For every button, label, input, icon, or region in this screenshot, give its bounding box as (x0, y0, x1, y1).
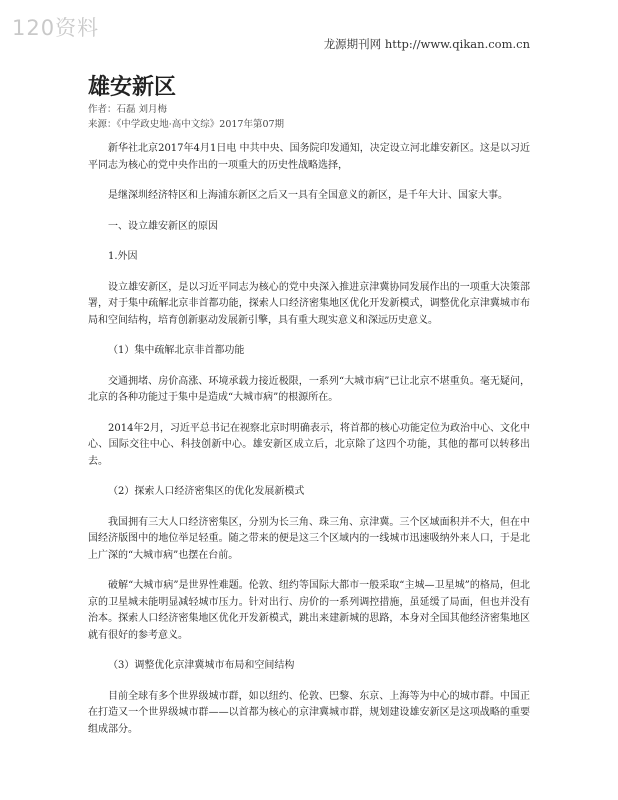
paragraph: 目前全球有多个世界级城市群，如以纽约、伦敦、巴黎、东京、上海等为中心的城市群。中国正在打造又一个世界级城市群——以首都为核心的京津冀城市群，规划建设雄安新区是这项战略的重要组成部分。 (88, 690, 530, 735)
paragraph: 是继深圳经济特区和上海浦东新区之后又一具有全国意义的新区，是千年大计、国家大事。 (108, 190, 508, 201)
article-source: 来源：《中学政史地·高中文综》2017年第07期 (88, 119, 285, 130)
paragraph: 我国拥有三大人口经济密集区，分别为长三角、珠三角、京津冀。三个区域面积并不大，但在中国经济版图中的地位举足轻重。随之带来的便是这三个区域内的一线城市迅速吸纳外来人口，于是北上广深的“大城市病”也摆在台前。 (88, 516, 530, 561)
section-heading: 一、设立雄安新区的原因 (108, 220, 218, 232)
article-title: 雄安新区 (88, 74, 177, 100)
paragraph: 2014年2月，习近平总书记在视察北京时明确表示，将首都的核心功能定位为政治中心、文化中心、国际交往中心、科技创新中心。雄安新区成立后，北京除了这四个功能，其他的都可以转移出去。 (88, 422, 530, 467)
subsection-heading: （1）集中疏解北京非首都功能 (108, 345, 245, 356)
subsection-heading: 1.外因 (108, 251, 138, 262)
paragraph: 设立雄安新区，是以习近平同志为核心的党中央深入推进京津冀协同发展作出的一项重大决策部署，对于集中疏解北京非首都功能，探索人口经济密集地区优化开发新模式，调整优化京津冀城市布局和空间结构，培育创新驱动发展新引擎，具有重大现实意义和深远历史意义。 (88, 281, 530, 326)
paragraph: 破解“大城市病”是世界性难题。伦敦、纽约等国际大都市一般采取“主城—卫星城”的格局，但北京的卫星城未能明显减轻城市压力。针对出行、房价的一系列调控措施，虽延缓了局面，但也并没有治本。探索人口经济密集地区优化开发新模式，跳出来建新城的思路，本身对全国其他经济密集地区就有很好的参考意义。 (88, 580, 530, 641)
paragraph: 交通拥堵、房价高涨、环境承载力接近极限，一系列“大城市病”已让北京不堪重负。毫无疑问，北京的各种功能过于集中是造成“大城市病”的根源所在。 (88, 375, 530, 403)
site-header[interactable]: 龙源期刊网 http://www.qikan.com.cn (323, 37, 530, 51)
paragraph: 新华社北京2017年4月1日电 中共中央、国务院印发通知，决定设立河北雄安新区。这是以习近平同志为核心的党中央作出的一项重大的历史性战略选择， (88, 143, 530, 171)
subsection-heading: （3）调整优化京津冀城市布局和空间结构 (108, 660, 295, 671)
subsection-heading: （2）探索人口经济密集区的优化发展新模式 (108, 486, 305, 497)
article-author: 作者：石磊 刘月梅 (88, 104, 168, 115)
article-body (88, 141, 530, 752)
watermark-logo: 120资料 (12, 16, 100, 40)
